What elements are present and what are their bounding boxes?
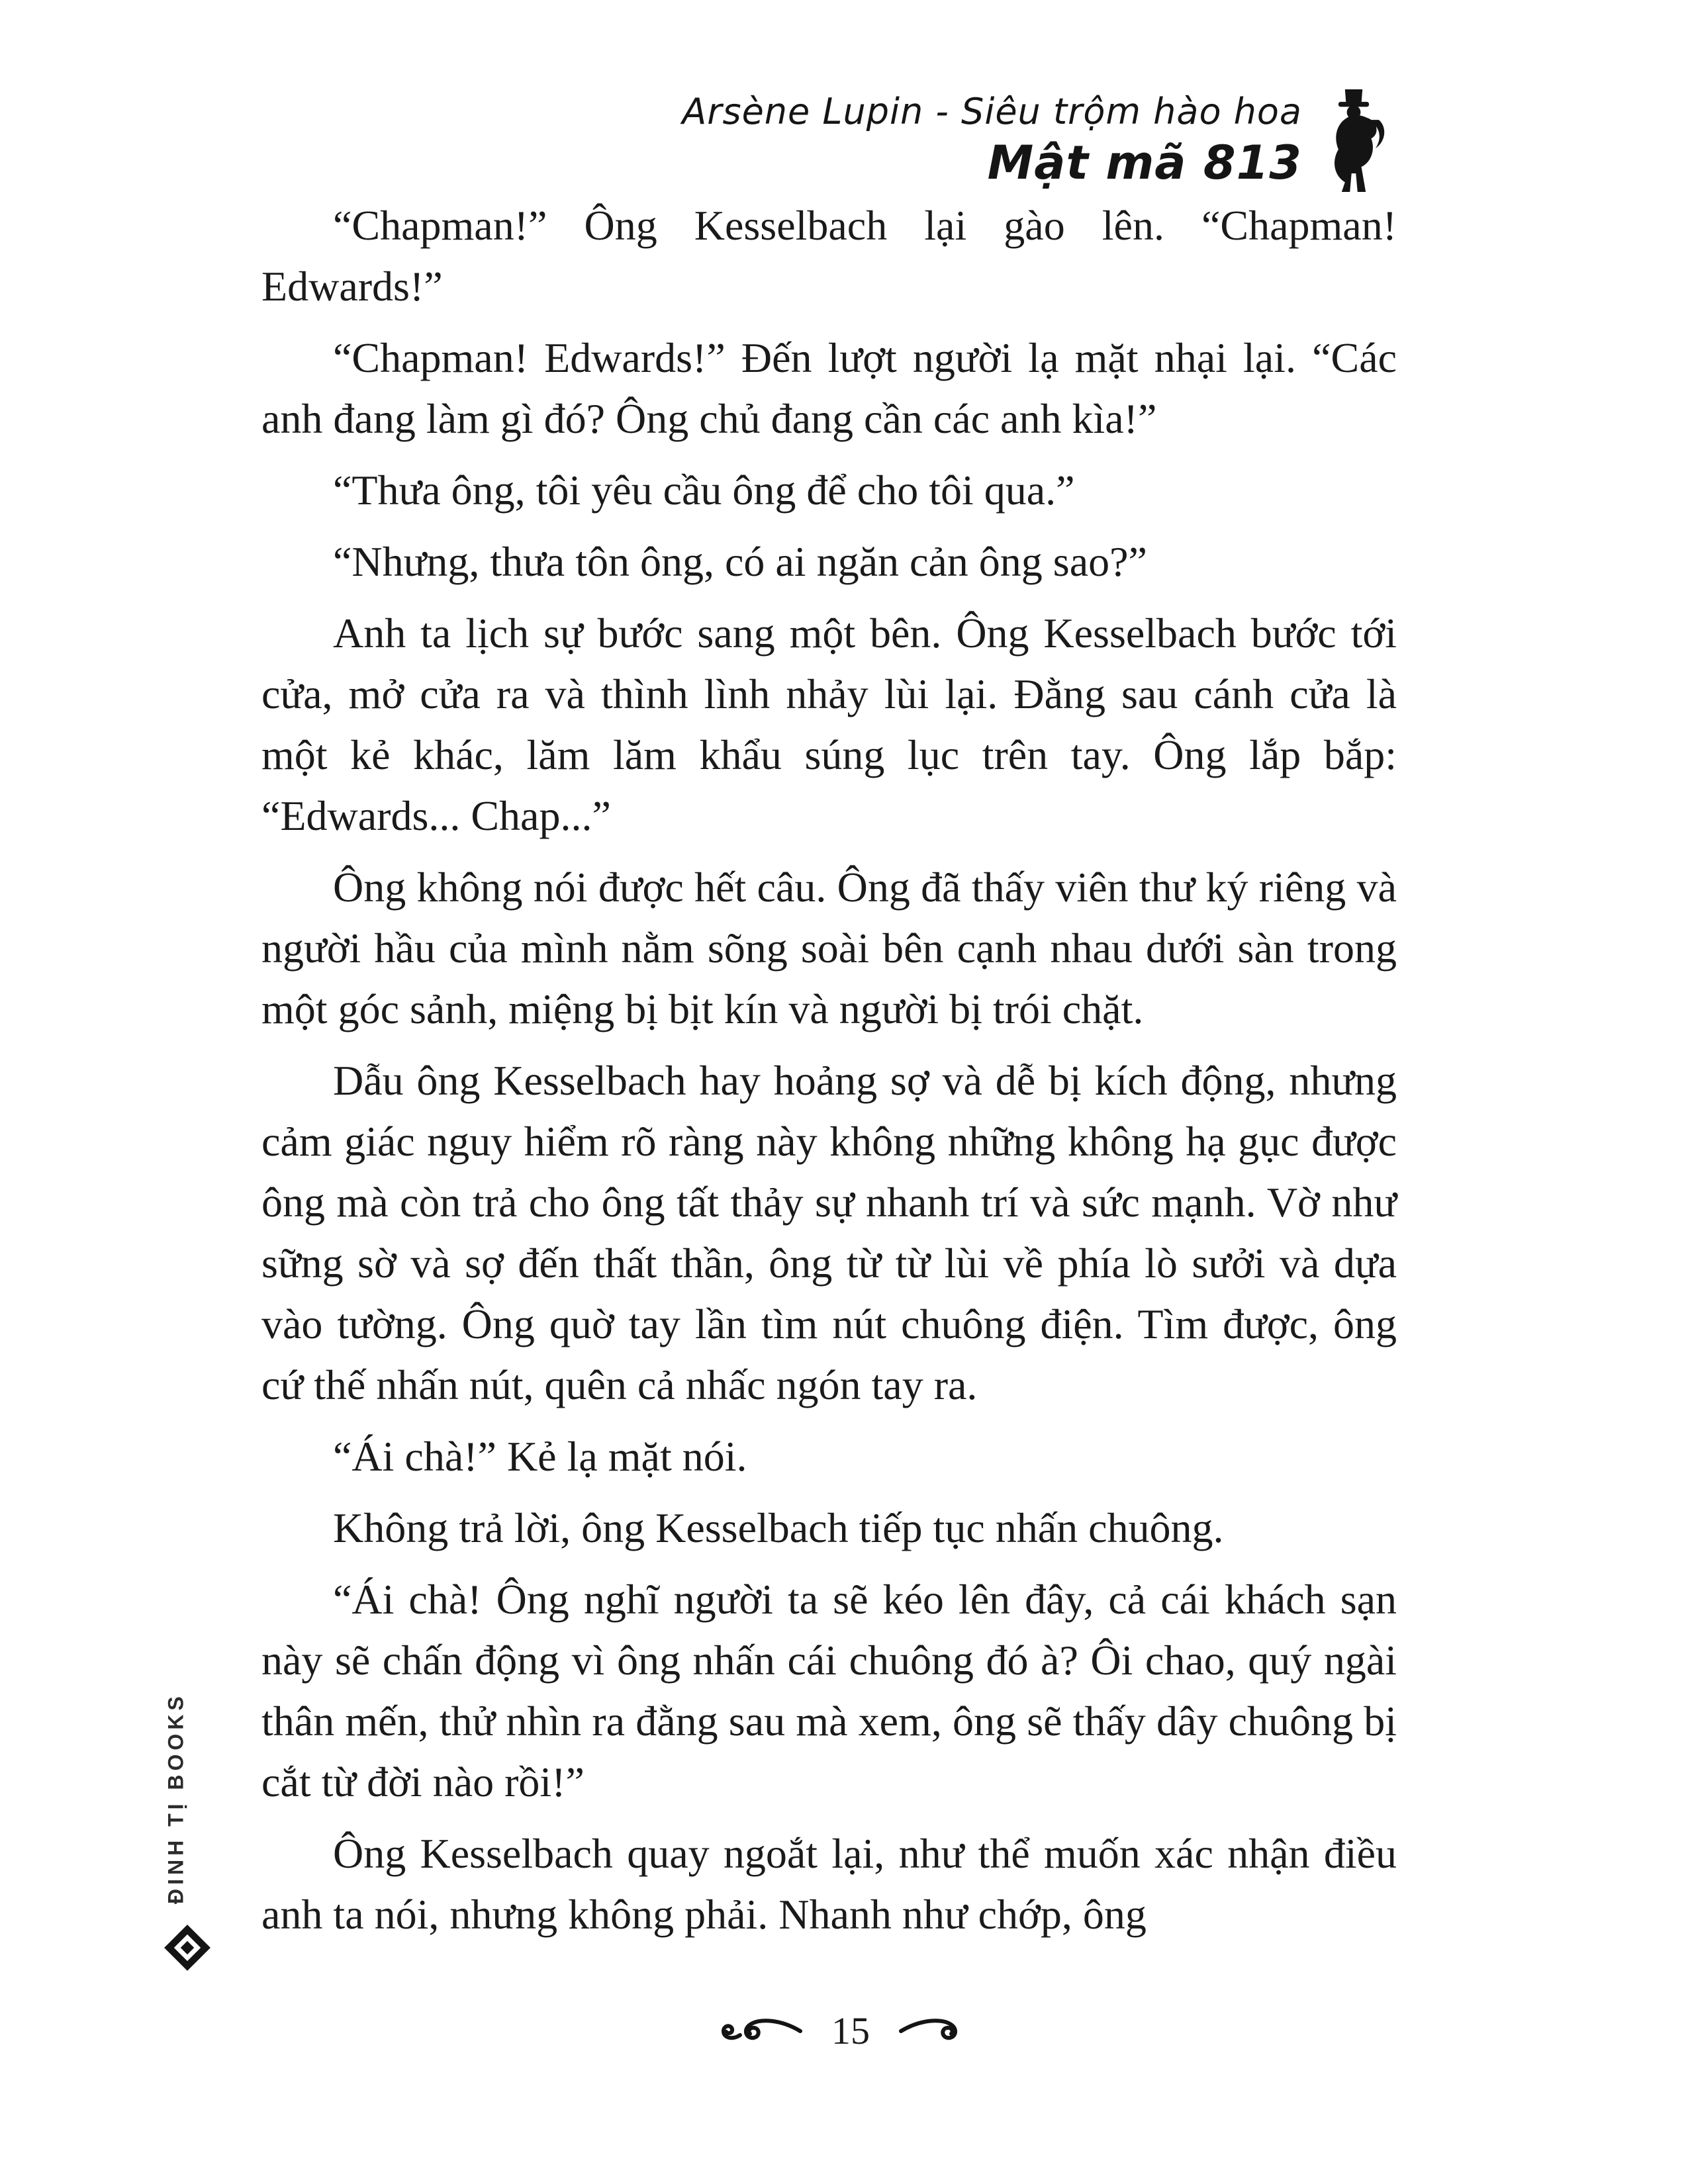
paragraph: “Chapman!” Ông Kesselbach lại gào lên. “Chapman! Edwards!” xyxy=(261,202,1397,310)
swirl-ornament-left xyxy=(718,2014,804,2048)
paragraph: “Ái chà! Ông nghĩ người ta sẽ kéo lên đây, cả cái khách sạn này sẽ chấn động vì ông nhấn cái chuông đó à? Ôi chao, quý ngài thân mến, thử nhìn ra đằng sau mà xem, ông sẽ thấy dây chuông bị cắt từ đời nào rồi!” xyxy=(261,1576,1397,1805)
paragraph: “Chapman! Edwards!” Đến lượt người lạ mặt nhại lại. “Các anh đang làm gì đó? Ông chủ đang cần các anh kìa!” xyxy=(261,334,1397,442)
book-series-title: Arsène Lupin - Siêu trộm hào hoa xyxy=(682,91,1302,132)
paragraph: Dẫu ông Kesselbach hay hoảng sợ và dễ bị kích động, nhưng cảm giác nguy hiểm rõ ràng này không những không hạ gục được ông mà còn trả cho ông tất thảy sự nhanh trí và sức mạnh. Vờ như sững sờ và sợ đến thất thần, ông từ từ lùi về phía lò sưởi và dựa vào tường. Ông quờ tay lần tìm nút chuông điện. Tìm được, ông cứ thế nhấn nút, quên cả nhấc ngón tay ra. xyxy=(261,1057,1397,1408)
page-header xyxy=(682,86,1387,195)
paragraph: “Nhưng, thưa tôn ông, có ai ngăn cản ông sao?” xyxy=(333,538,1147,585)
book-title: Mật mã 813 xyxy=(987,135,1302,190)
page-footer xyxy=(0,2009,1688,2053)
lupin-silhouette-icon xyxy=(1321,86,1387,195)
paragraph: Anh ta lịch sự bước sang một bên. Ông Kesselbach bước tới cửa, mở cửa ra và thình lình nhảy lùi lại. Đằng sau cánh cửa là một kẻ khác, lăm lăm khẩu súng lục trên tay. Ông lắp bắp: “Edwards... Chap...” xyxy=(261,610,1397,839)
publisher-name: ĐINH TỊ BOOKS xyxy=(164,1692,188,1905)
paragraph: Ông Kesselbach quay ngoắt lại, như thể muốn xác nhận điều anh ta nói, nhưng không phải. Nhanh như chớp, ông xyxy=(261,1830,1397,1938)
page-number: 15 xyxy=(831,2009,870,2052)
body-text xyxy=(261,195,1397,1956)
publisher-diamond-icon xyxy=(162,1923,212,1973)
swirl-ornament-right xyxy=(898,2014,970,2048)
paragraph: Không trả lời, ông Kesselbach tiếp tục nhấn chuông. xyxy=(333,1504,1224,1551)
paragraph: “Ái chà!” Kẻ lạ mặt nói. xyxy=(333,1433,747,1480)
running-head xyxy=(682,89,1302,192)
paragraph: Ông không nói được hết câu. Ông đã thấy viên thư ký riêng và người hầu của mình nằm sõng soài bên cạnh nhau dưới sàn trong một góc sảnh, miệng bị bịt kín và người bị trói chặt. xyxy=(261,864,1397,1032)
paragraph: “Thưa ông, tôi yêu cầu ông để cho tôi qua.” xyxy=(333,467,1075,514)
